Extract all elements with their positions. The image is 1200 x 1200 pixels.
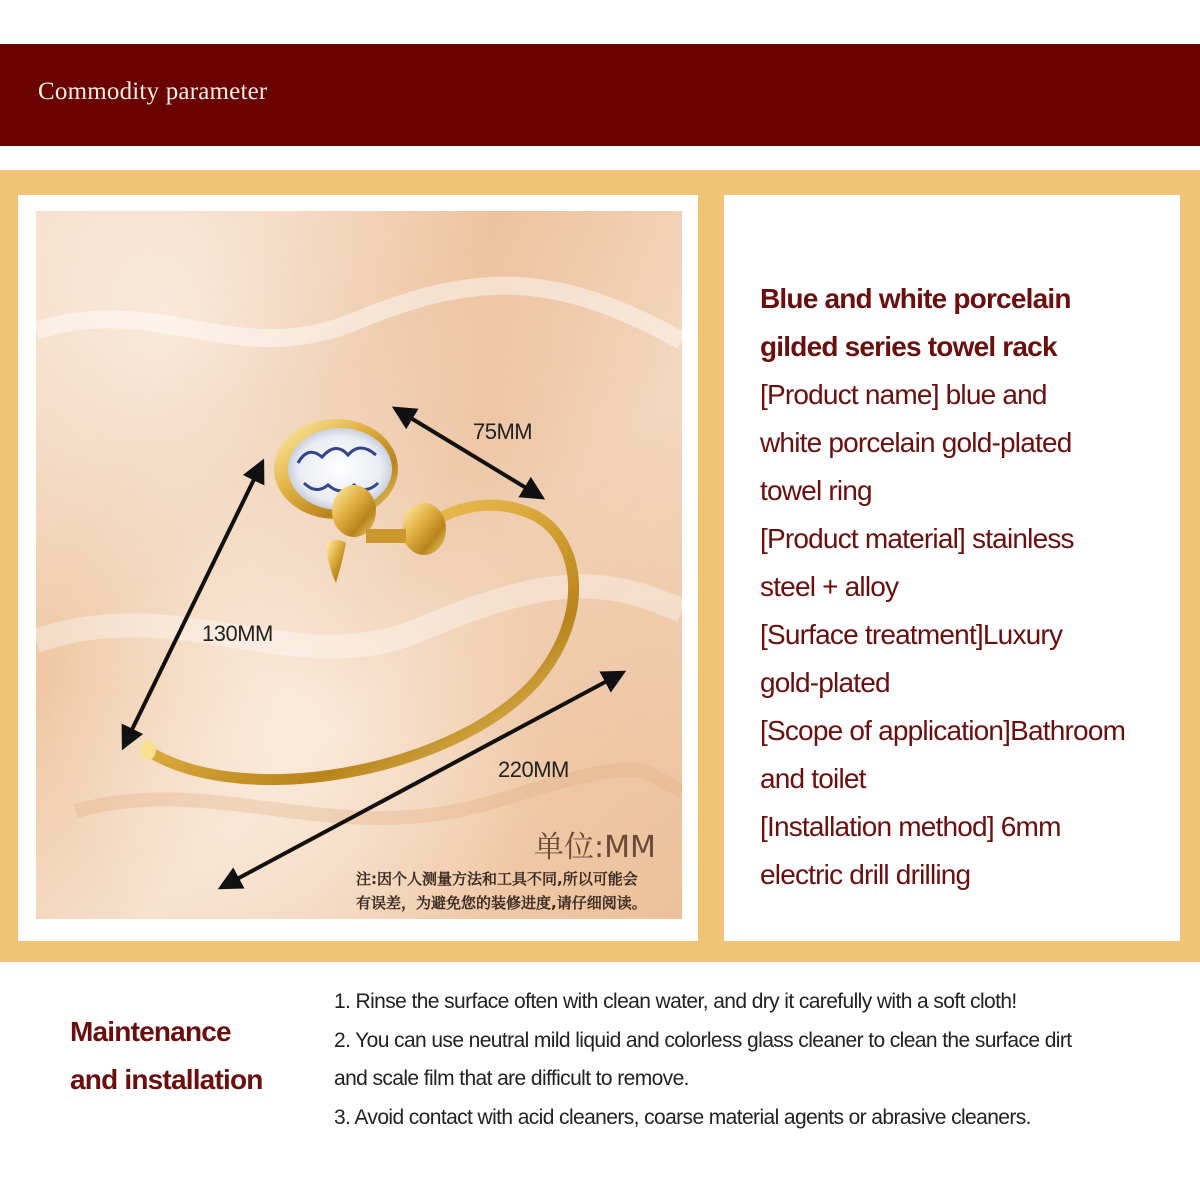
product-info-line: [Installation method] 6mm bbox=[760, 811, 1061, 842]
product-info-line: [Scope of application]Bathroom bbox=[760, 715, 1126, 746]
height-dimension-label: 130MM bbox=[202, 621, 273, 646]
measurement-note-line: 有误差，为避免您的装修进度,请仔细阅读。 bbox=[356, 894, 647, 912]
product-info-line: steel + alloy bbox=[760, 571, 899, 602]
height-arrow bbox=[124, 463, 262, 746]
product-heading-line: Blue and white porcelain bbox=[760, 283, 1071, 314]
gold-finial bbox=[326, 540, 346, 583]
product-info-line: white porcelain gold-plated bbox=[760, 427, 1072, 458]
product-info-line: gold-plated bbox=[760, 667, 890, 698]
maintenance-line: 2. You can use neutral mild liquid and colorless glass cleaner to clean the surface dirt bbox=[334, 1028, 1072, 1052]
length-dimension-label: 220MM bbox=[498, 757, 569, 782]
product-info-line: [Product material] stainless bbox=[760, 523, 1074, 554]
unit-label: 单位:MM bbox=[534, 830, 656, 865]
marble-vein bbox=[76, 770, 682, 818]
product-info-panel bbox=[724, 195, 1180, 941]
marble-vein bbox=[36, 286, 682, 341]
maintenance-title-line: Maintenance bbox=[70, 1016, 231, 1047]
product-info-text bbox=[760, 275, 1180, 899]
maintenance-title bbox=[70, 1008, 263, 1104]
connector bbox=[366, 529, 406, 543]
ring-holder bbox=[402, 503, 446, 555]
product-info-line: [Surface treatment]Luxury bbox=[760, 619, 1063, 650]
maintenance-line: and scale film that are difficult to remove. bbox=[334, 1067, 689, 1090]
page-title: Commodity parameter bbox=[38, 78, 268, 105]
width-dimension-label: 75MM bbox=[473, 419, 533, 444]
maintenance-title-line: and installation bbox=[70, 1064, 263, 1095]
maintenance-line: 1. Rinse the surface often with clean water, and dry it carefully with a soft cloth! bbox=[334, 990, 1017, 1013]
maintenance-line: 3. Avoid contact with acid cleaners, coarse material agents or abrasive cleaners. bbox=[334, 1105, 1031, 1129]
maintenance-instructions bbox=[334, 983, 1154, 1137]
product-heading-line: gilded series towel rack bbox=[760, 331, 1057, 362]
product-photo bbox=[36, 211, 682, 919]
measurement-note-line: 注:因个人测量方法和工具不同,所以可能会 bbox=[356, 870, 638, 888]
marble-vein bbox=[36, 586, 682, 646]
product-info-line: [Product name] blue and bbox=[760, 379, 1047, 410]
header-banner bbox=[0, 44, 1200, 146]
product-info-line: electric drill drilling bbox=[760, 859, 971, 890]
product-info-line: towel ring bbox=[760, 475, 872, 506]
product-info-line: and toilet bbox=[760, 763, 866, 794]
towel-ring-illustration bbox=[36, 211, 682, 919]
ring-end-cap bbox=[140, 740, 156, 760]
